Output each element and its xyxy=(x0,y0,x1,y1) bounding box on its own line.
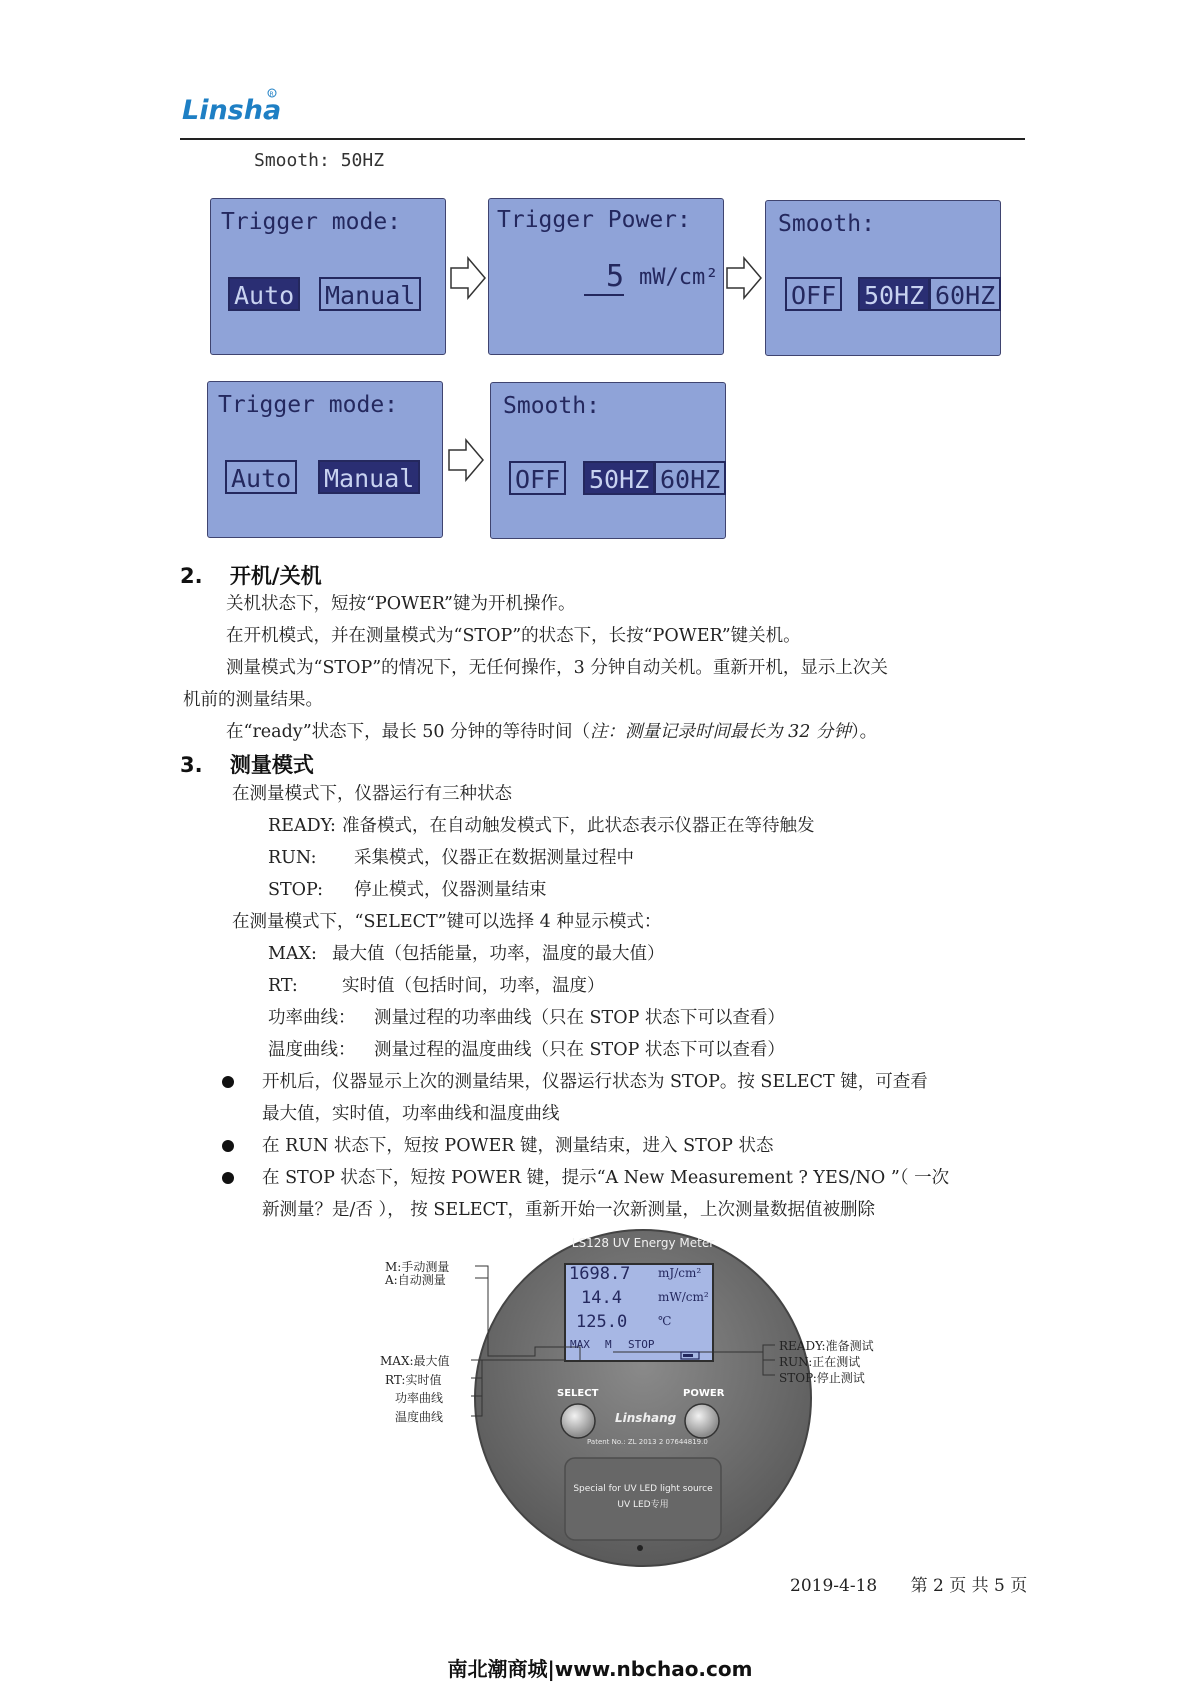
label-ready: READY:准备测试 xyxy=(779,1339,874,1353)
lcd-title: Trigger mode: xyxy=(218,392,399,418)
trigger-power-unit: mW/cm² xyxy=(639,265,719,290)
mode-text: 最大值（包括能量，功率，温度的最大值） xyxy=(332,944,665,964)
arrow-right-icon xyxy=(726,256,762,300)
label-manual: M:手动测量 xyxy=(385,1260,450,1274)
lcd-smooth-2 xyxy=(490,382,726,539)
section-title: 测量模式 xyxy=(229,753,314,777)
state-key: READY: xyxy=(268,816,336,836)
section-3-intro: 在测量模式下，仪器运行有三种状态 xyxy=(232,784,512,804)
option-auto-selected: Auto xyxy=(228,277,300,311)
bullet-icon xyxy=(222,1172,234,1184)
lcd-title: Trigger mode: xyxy=(221,209,402,235)
option-off: OFF xyxy=(785,277,842,311)
linshang-logo xyxy=(180,85,280,130)
status-max: MAX xyxy=(570,1338,590,1351)
special-line-2: UV LED专用 xyxy=(617,1500,669,1510)
label-temp-curve: 温度曲线 xyxy=(395,1410,444,1424)
smooth-setting-text: Smooth: 50HZ xyxy=(254,150,385,171)
option-manual: Manual xyxy=(319,277,421,311)
select-label: SELECT xyxy=(557,1388,599,1399)
reading-temp: 125.0 xyxy=(576,1312,628,1332)
paragraph-line: 在开机模式，并在测量模式为“STOP”的状态下，长按“POWER”键关机。 xyxy=(226,626,801,646)
section-number: 3. xyxy=(180,753,203,777)
section-3-heading xyxy=(180,749,314,779)
state-text: 采集模式，仪器正在数据测量过程中 xyxy=(354,848,634,868)
bullet-icon xyxy=(222,1140,234,1152)
ready-note-line xyxy=(226,717,877,747)
reading-energy: 1698.7 xyxy=(569,1264,631,1284)
reading-power: 14.4 xyxy=(581,1288,622,1308)
option-60hz: 60HZ xyxy=(654,461,726,495)
label-power-curve: 功率曲线 xyxy=(395,1391,444,1405)
paragraph-line: 关机状态下，短按“POWER”键为开机操作。 xyxy=(226,594,576,614)
uv-energy-meter-graphic xyxy=(365,1228,925,1568)
unit-power: mW/cm² xyxy=(658,1290,709,1304)
footer-date: 2019-4-18 xyxy=(790,1576,878,1596)
status-state: STOP xyxy=(628,1338,655,1351)
state-key: STOP: xyxy=(268,880,324,900)
bullet-line: 最大值，实时值，功率曲线和温度曲线 xyxy=(262,1104,560,1124)
lcd-trigger-power xyxy=(488,198,724,355)
arrow-right-icon xyxy=(450,256,486,300)
special-line-1: Special for UV LED light source xyxy=(573,1484,713,1494)
label-max: MAX:最大值 xyxy=(380,1354,450,1368)
state-text: 停止模式，仪器测量结束 xyxy=(354,880,547,900)
select-intro: 在测量模式下，“SELECT”键可以选择 4 种显示模式： xyxy=(232,912,662,932)
option-60hz: 60HZ xyxy=(929,277,1001,311)
status-mode: M xyxy=(605,1338,612,1351)
mode-key: 功率曲线： xyxy=(268,1008,356,1028)
bullet-line: 在 STOP 状态下，短按 POWER 键，提示“A New Measurement ? YES/NO ”（ 一次 xyxy=(262,1168,950,1188)
select-knob-icon xyxy=(561,1404,595,1438)
screw-icon xyxy=(637,1545,643,1551)
option-auto: Auto xyxy=(225,460,297,494)
mode-key: RT: xyxy=(268,976,298,996)
section-2-heading xyxy=(180,560,322,590)
footer-page-info: 第 2 页 共 5 页 xyxy=(910,1576,1028,1596)
mode-text: 测量过程的功率曲线（只在 STOP 状态下可以查看） xyxy=(374,1008,785,1028)
ready-note: 注：测量记录时间最长为 32 分钟 xyxy=(590,722,851,742)
svg-text:R: R xyxy=(269,91,274,98)
option-50hz-selected: 50HZ xyxy=(583,461,655,495)
lcd-trigger-mode-auto xyxy=(210,198,446,355)
lcd-title: Smooth: xyxy=(503,393,600,419)
unit-energy: mJ/cm² xyxy=(658,1266,702,1280)
state-text: 准备模式，在自动触发模式下，此状态表示仪器正在等待触发 xyxy=(342,816,815,836)
label-stop: STOP:停止测试 xyxy=(779,1371,865,1385)
logo-text: Linsha xyxy=(182,95,280,126)
ready-prefix: 在“ready”状态下，最长 50 分钟的等待时间（ xyxy=(226,722,591,742)
label-rt: RT:实时值 xyxy=(385,1373,442,1387)
lcd-title: Smooth: xyxy=(778,211,875,237)
ready-suffix: ）。 xyxy=(850,722,878,742)
label-auto: A:自动测量 xyxy=(385,1273,446,1287)
bullet-line: 在 RUN 状态下，短按 POWER 键，测量结束，进入 STOP 状态 xyxy=(262,1136,774,1156)
footer-date-line xyxy=(790,1571,1027,1596)
uv-energy-meter-diagram xyxy=(365,1228,925,1568)
patent-text: Patent No.: ZL 2013 2 07644819.0 xyxy=(587,1438,708,1446)
mode-text: 实时值（包括时间，功率，温度） xyxy=(342,976,605,996)
section-number: 2. xyxy=(180,564,203,588)
lcd-trigger-mode-manual xyxy=(207,381,443,538)
bullet-icon xyxy=(222,1076,234,1088)
option-off: OFF xyxy=(509,461,566,495)
footer-source: 南北潮商城|www.nbchao.com xyxy=(447,1657,753,1681)
device-brand: Linshang xyxy=(615,1411,677,1425)
mode-key: 温度曲线： xyxy=(268,1040,356,1060)
trigger-power-value: 5 xyxy=(584,259,624,296)
arrow-right-icon xyxy=(448,438,484,482)
mode-key: MAX: xyxy=(268,944,317,964)
paragraph-line: 测量模式为“STOP”的情况下，无任何操作，3 分钟自动关机。重新开机，显示上次关 xyxy=(226,658,888,678)
label-run: RUN:正在测试 xyxy=(779,1355,861,1369)
mode-text: 测量过程的温度曲线（只在 STOP 状态下可以查看） xyxy=(374,1040,785,1060)
state-key: RUN: xyxy=(268,848,317,868)
unit-temp: ℃ xyxy=(658,1314,672,1328)
power-knob-icon xyxy=(685,1404,719,1438)
power-label: POWER xyxy=(683,1388,725,1399)
option-50hz-selected: 50HZ xyxy=(858,277,930,311)
bullet-line: 开机后，仪器显示上次的测量结果，仪器运行状态为 STOP。按 SELECT 键，可查看 xyxy=(262,1072,928,1092)
lcd-title: Trigger Power: xyxy=(497,207,691,233)
option-manual-selected: Manual xyxy=(318,460,420,494)
device-model: LS128 UV Energy Meter xyxy=(571,1236,715,1250)
lcd-smooth xyxy=(765,200,1001,356)
section-title: 开机/关机 xyxy=(229,564,322,588)
header-rule xyxy=(180,138,1025,140)
bullet-line: 新测量？是/否 ）， 按 SELECT，重新开始一次新测量，上次测量数据值被删除 xyxy=(262,1200,876,1220)
paragraph-line: 机前的测量结果。 xyxy=(183,690,323,710)
